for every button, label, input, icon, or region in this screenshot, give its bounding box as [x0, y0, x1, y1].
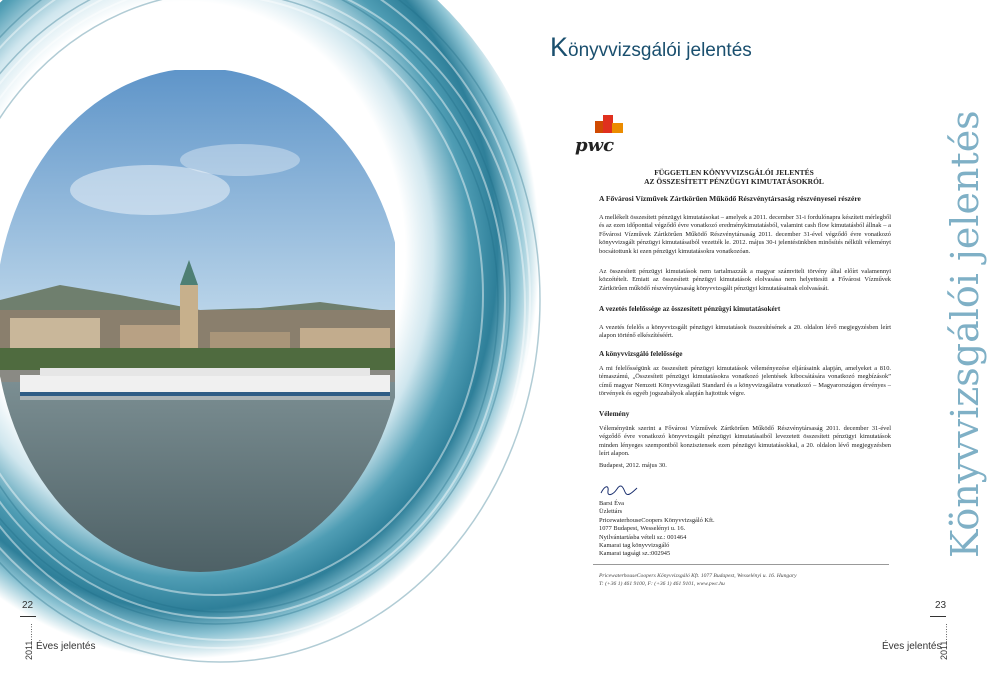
page-heading: Könyvvizsgálói jelentés	[550, 32, 752, 62]
signature-block: Barsi Éva Üzlettárs PricewaterhouseCoopers Könyvvizsgáló Kft. 1077 Budapest, Wesselényi u. 16. Nyilvántartásba vételi sz.: 001464 Kamarai tag könyvvizsgáló Kamarai tagsági sz.:002945	[599, 500, 715, 558]
handwritten-signature	[599, 483, 639, 497]
page-divider-right	[930, 616, 946, 617]
year-label-right: 2011.......	[939, 623, 949, 660]
letter-addressee: A Fővárosi Vízművek Zártkörűen Működő Részvénytársaság részvényesei részére	[599, 194, 861, 203]
page-number-right: 23	[935, 600, 947, 611]
annual-report-label-left: Éves jelentés	[36, 641, 96, 652]
letter-footer: PricewaterhouseCoopers Könyvvizsgáló Kft. 1077 Budapest, Wesselényi u. 16. Hungary T: (+36 1) 461 9100, F: (+36 1) 461 9101, www.pwc.hu	[599, 573, 797, 587]
letter-title-2: AZ ÖSSZESÍTETT PÉNZÜGYI KIMUTATÁSOKRÓL	[644, 177, 824, 186]
vertical-title: Könyvvizsgálói jelentés	[943, 110, 987, 558]
letter-paragraph-3: A vezetés felelős a könyvvizsgált pénzügyi kimutatások összesítésének a 20. oldalon lévő megjegyzésben leírt alapon történő elkészítéséért.	[599, 324, 891, 340]
letter-paragraph-2: Az összesített pénzügyi kimutatások nem tartalmazzák a magyar számviteli törvény által előírt valamennyi közzétételt. Emiatt az összesített pénzügyi kimutatások elolvasása nem helyettesíti a Fővárosi Vízművek Zártkörűen működő részvénytársaság könyvvizsgált pénzügyi kimutatásainak elolvasását.	[599, 268, 891, 292]
annual-report-label-right: Éves jelentés	[882, 641, 942, 652]
page-number-left: 22	[22, 600, 34, 611]
letter-paragraph-5: Véleményünk szerint a Fővárosi Vízművek Zártkörűen Működő Részvénytársaság 2011. december 31-ével végződő évre vonatkozó könyvvizsgált pénzügyi kimutatásaiból levezetett összesített pénzügyi kimutatások minden lényeges szempontból konzisztensek ezen pénzügyi kimutatásokkal, a 20. oldalon lévő megjegyzésben leírt alapon.	[599, 425, 891, 458]
letter-title-1: FÜGGETLEN KÖNYVVIZSGÁLÓI JELENTÉS	[654, 168, 814, 177]
year-label-left: 2011.......	[24, 623, 34, 660]
pwc-logo-mark	[595, 115, 623, 133]
page-divider-left	[20, 616, 36, 617]
section-heading-auditor: A könyvvizsgáló felelőssége	[599, 350, 683, 358]
budapest-river-photo	[0, 70, 395, 570]
pwc-logo: pwc	[575, 115, 627, 155]
letter-date: Budapest, 2012. május 30.	[599, 462, 667, 469]
section-heading-opinion: Vélemény	[599, 410, 630, 418]
section-heading-management: A vezetés felelőssége az összesített pénzügyi kimutatásokért	[599, 305, 781, 313]
auditor-report-letter	[575, 110, 893, 610]
letter-paragraph-4: A mi felelősségünk az összesített pénzügyi kimutatások véleményezése eljárásaink alapján, amelyeket a 810. témaszámú, „Összesített pénzügyi kimutatásokra vonatkozó jelentések kibocsátására vonatkozó megbízások” című magyar Nemzeti Könyvvizsgálati Standard és a könyvvizsgálatra vonatkozó – Magyarországon érvényes – törvények és egyéb jogszabályok alapján hajtottuk végre.	[599, 365, 891, 398]
letter-paragraph-1: A mellékelt összesített pénzügyi kimutatásokat – amelyek a 2011. december 31-i fordulónapra készített mérlegből és az ezen időponttal végződő évre vonatkozó eredménykimutatásból, valamint cash flow kimutatásból állnak – a Fővárosi Vízművek Zártkörűen Működő Részvénytársaság 2011. december 31-ével végződő évre vonatkozó könyvvizsgált pénzügyi kimutatásaiból vezették le. 2012. május 30-i jelentésünkben minősítés nélküli véleményt bocsátottunk ki ezen pénzügyi kimutatásokra vonatkozóan.	[599, 214, 891, 255]
letter-footer-divider	[593, 564, 889, 565]
